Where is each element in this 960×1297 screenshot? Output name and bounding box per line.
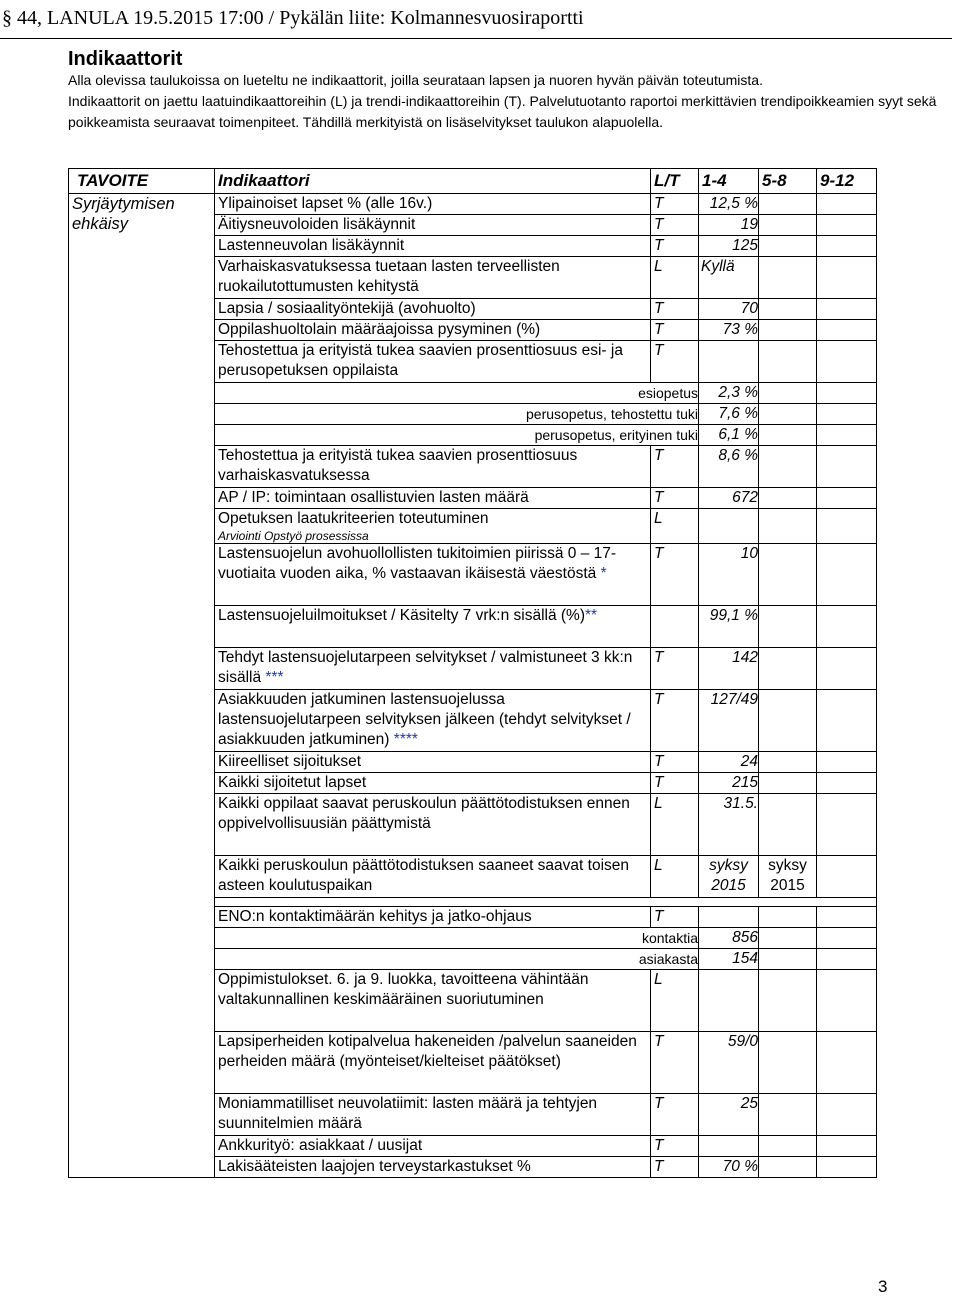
value-cell-2 <box>759 1094 817 1136</box>
value-cell: 73 % <box>699 320 759 341</box>
value-cell-2 <box>759 949 817 970</box>
header-period-2: 5-8 <box>759 169 817 194</box>
value-cell: 31.5. <box>699 794 759 856</box>
header-goal: TAVOITE <box>69 169 215 194</box>
value-cell-2 <box>759 928 817 949</box>
value-cell-3 <box>817 446 877 488</box>
value-cell: syksy 2015 <box>699 856 759 898</box>
value-cell-3 <box>817 970 877 1032</box>
lt-cell: T <box>651 194 699 215</box>
indicator-cell: Oppilashuoltolain määräajoissa pysyminen (%) <box>215 320 651 341</box>
value-cell-3 <box>817 341 877 383</box>
lt-cell: T <box>651 215 699 236</box>
indicator-note: Arviointi Opstyö prosessissa <box>218 529 369 543</box>
value-cell-2 <box>759 907 817 928</box>
value-cell-3 <box>817 194 877 215</box>
value-cell-3 <box>817 383 877 404</box>
value-cell-2 <box>759 488 817 509</box>
indicator-text: Lastensuojelun avohuollollisten tukitoimien piirissä 0 – 17-vuotiaita vuoden aika, % vastaavan ikäisestä väestöstä <box>218 545 617 582</box>
lt-cell: T <box>651 690 699 752</box>
value-cell <box>699 509 759 544</box>
value-cell: 856 <box>699 928 759 949</box>
value-cell: 142 <box>699 648 759 690</box>
intro-paragraph-1: Alla olevissa taulukoissa on lueteltu ne indikaattorit, joilla seurataan lapsen ja nuoren hyvän päivän toteutumista. <box>68 72 763 88</box>
value-cell-2 <box>759 383 817 404</box>
indicator-table <box>68 168 877 1178</box>
value-cell: 7,6 % <box>699 404 759 425</box>
lt-cell: T <box>651 1136 699 1157</box>
value-cell: 12,5 % <box>699 194 759 215</box>
footnote-marker: * <box>600 565 607 582</box>
indicator-cell <box>215 690 651 752</box>
value-cell: 215 <box>699 773 759 794</box>
indicator-cell: ENO:n kontaktimäärän kehitys ja jatko-ohjaus <box>215 907 651 928</box>
value-cell-2 <box>759 257 817 299</box>
value-cell-3 <box>817 690 877 752</box>
lt-cell: T <box>651 236 699 257</box>
value-cell-3 <box>817 1032 877 1094</box>
lt-cell: T <box>651 752 699 773</box>
header-lt: L/T <box>651 169 699 194</box>
value-cell: 99,1 % <box>699 606 759 648</box>
lt-cell: T <box>651 1157 699 1178</box>
value-cell-2 <box>759 970 817 1032</box>
value-cell-3 <box>817 907 877 928</box>
value-cell-2 <box>759 606 817 648</box>
value-cell: 19 <box>699 215 759 236</box>
lt-cell: T <box>651 773 699 794</box>
value-cell-3 <box>817 949 877 970</box>
lt-cell: L <box>651 509 699 544</box>
value-cell-3 <box>817 928 877 949</box>
value-cell-2 <box>759 299 817 320</box>
header-divider <box>0 38 952 39</box>
value-cell-2: syksy 2015 <box>759 856 817 898</box>
value-cell-2 <box>759 215 817 236</box>
indicator-cell: Oppimistulokset. 6. ja 9. luokka, tavoitteena vähintään valtakunnallinen keskimääräinen suoriutuminen <box>215 970 651 1032</box>
page-header: § 44, LANULA 19.5.2015 17:00 / Pykälän liite: Kolmannesvuosiraportti <box>2 7 584 29</box>
footnote-marker: ** <box>584 607 598 624</box>
value-cell-3 <box>817 215 877 236</box>
lt-cell: L <box>651 794 699 856</box>
value-cell: 672 <box>699 488 759 509</box>
value-cell: 8,6 % <box>699 446 759 488</box>
value-cell-3 <box>817 1136 877 1157</box>
indicator-text: Tehdyt lastensuojelutarpeen selvitykset / valmistuneet 3 kk:n sisällä <box>218 649 633 686</box>
value-cell-3 <box>817 773 877 794</box>
indicator-cell: Kaikki peruskoulun päättötodistuksen saaneet saavat toisen asteen koulutuspaikan <box>215 856 651 898</box>
value-cell-2 <box>759 446 817 488</box>
section-title: Indikaattorit <box>68 48 183 70</box>
lt-cell: L <box>651 856 699 898</box>
lt-cell: T <box>651 341 699 383</box>
indicator-cell: Kaikki sijoitetut lapset <box>215 773 651 794</box>
value-cell: 154 <box>699 949 759 970</box>
value-cell-2 <box>759 425 817 446</box>
indicator-cell: Lakisääteisten laajojen terveystarkastukset % <box>215 1157 651 1178</box>
sub-indicator-cell: asiakasta <box>215 949 699 970</box>
value-cell-3 <box>817 425 877 446</box>
value-cell-3 <box>817 752 877 773</box>
indicator-cell: Ankkurityö: asiakkaat / uusijat <box>215 1136 651 1157</box>
indicator-cell: Ylipainoiset lapset % (alle 16v.) <box>215 194 651 215</box>
value-cell-2 <box>759 341 817 383</box>
sub-indicator-cell: perusopetus, tehostettu tuki <box>215 404 699 425</box>
indicator-cell: Kiireelliset sijoitukset <box>215 752 651 773</box>
value-cell <box>699 970 759 1032</box>
lt-cell: T <box>651 907 699 928</box>
indicator-cell: Moniammatilliset neuvolatiimit: lasten määrä ja tehtyjen suunnitelmien määrä <box>215 1094 651 1136</box>
value-cell: 25 <box>699 1094 759 1136</box>
value-cell: 127/49 <box>699 690 759 752</box>
value-cell-2 <box>759 773 817 794</box>
lt-cell: T <box>651 1032 699 1094</box>
lt-cell: T <box>651 648 699 690</box>
table-header-row <box>69 169 877 194</box>
intro-paragraph-2: Indikaattorit on jaettu laatuindikaattoreihin (L) ja trendi-indikaattoreihin (T). Palvelutuotanto raportoi merkittävien trendipoikkeamien syyt sekä poikkeamista seuraavat toimenpiteet. Tähdillä merkityistä on lisäselvitykset taulukon alapuolella. <box>68 93 937 130</box>
value-cell <box>699 907 759 928</box>
indicator-text: Lastensuojeluilmoitukset / Käsitelty 7 vrk:n sisällä (%) <box>218 607 585 624</box>
indicator-cell: Kaikki oppilaat saavat peruskoulun päättötodistuksen ennen oppivelvollisuusiän päättymistä <box>215 794 651 856</box>
value-cell-2 <box>759 752 817 773</box>
value-cell-2 <box>759 648 817 690</box>
value-cell-3 <box>817 856 877 898</box>
value-cell-2 <box>759 1157 817 1178</box>
value-cell: 2,3 % <box>699 383 759 404</box>
value-cell-2 <box>759 320 817 341</box>
value-cell-3 <box>817 1094 877 1136</box>
lt-cell: T <box>651 320 699 341</box>
indicator-cell: Tehostettua ja erityistä tukea saavien prosenttiosuus varhaiskasvatuksessa <box>215 446 651 488</box>
lt-cell: T <box>651 446 699 488</box>
value-cell: 6,1 % <box>699 425 759 446</box>
value-cell-2 <box>759 794 817 856</box>
indicator-cell: Äitiysneuvoloiden lisäkäynnit <box>215 215 651 236</box>
value-cell <box>699 341 759 383</box>
indicator-cell: Lastenneuvolan lisäkäynnit <box>215 236 651 257</box>
value-cell-3 <box>817 544 877 606</box>
lt-cell <box>651 606 699 648</box>
value-cell-3 <box>817 488 877 509</box>
indicator-cell: Tehostettua ja erityistä tukea saavien prosenttiosuus esi- ja perusopetuksen oppilaista <box>215 341 651 383</box>
lt-cell: T <box>651 1094 699 1136</box>
value-cell-2 <box>759 1032 817 1094</box>
sub-indicator-cell: esiopetus <box>215 383 699 404</box>
sub-indicator-cell: kontaktia <box>215 928 699 949</box>
header-period-1: 1-4 <box>699 169 759 194</box>
value-cell-3 <box>817 606 877 648</box>
value-cell-3 <box>817 299 877 320</box>
value-cell <box>699 1136 759 1157</box>
indicator-cell: Lapsiperheiden kotipalvelua hakeneiden /palvelun saaneiden perheiden määrä (myönteiset/kielteiset päätökset) <box>215 1032 651 1094</box>
value-cell-3 <box>817 236 877 257</box>
indicator-cell <box>215 544 651 606</box>
value-cell: 24 <box>699 752 759 773</box>
value-cell: 10 <box>699 544 759 606</box>
indicator-cell: AP / IP: toimintaan osallistuvien lasten määrä <box>215 488 651 509</box>
footnote-marker: *** <box>265 669 284 686</box>
indicator-cell <box>215 509 651 544</box>
lt-cell: L <box>651 970 699 1032</box>
value-cell-2 <box>759 544 817 606</box>
value-cell-2 <box>759 690 817 752</box>
intro-text <box>68 70 950 133</box>
value-cell-3 <box>817 648 877 690</box>
indicator-text: Asiakkuuden jatkuminen lastensuojelussa lastensuojelutarpeen selvityksen jälkeen (tehdyt selvitykset / asiakkuuden jatkuminen) <box>218 691 631 748</box>
lt-cell: T <box>651 299 699 320</box>
sub-indicator-cell: perusopetus, erityinen tuki <box>215 425 699 446</box>
indicator-cell <box>215 648 651 690</box>
lt-cell: L <box>651 257 699 299</box>
value-cell-2 <box>759 404 817 425</box>
page-number: 3 <box>878 1277 888 1296</box>
indicator-cell <box>215 606 651 648</box>
value-cell-3 <box>817 404 877 425</box>
value-cell-2 <box>759 509 817 544</box>
value-cell-3 <box>817 794 877 856</box>
value-cell: 59/0 <box>699 1032 759 1094</box>
goal-cell: Syrjäytymisen ehkäisy <box>69 194 215 1178</box>
header-indicator: Indikaattori <box>215 169 651 194</box>
value-cell-2 <box>759 1136 817 1157</box>
value-cell-3 <box>817 320 877 341</box>
value-cell-2 <box>759 236 817 257</box>
indicator-cell: Varhaiskasvatuksessa tuetaan lasten terveellisten ruokailutottumusten kehitystä <box>215 257 651 299</box>
value-cell-3 <box>817 257 877 299</box>
value-cell: 70 % <box>699 1157 759 1178</box>
table-row <box>69 194 877 215</box>
spacer-cell <box>215 898 877 907</box>
lt-cell: T <box>651 544 699 606</box>
header-period-3: 9-12 <box>817 169 877 194</box>
value-cell-3 <box>817 509 877 544</box>
indicator-text: Opetuksen laatukriteerien toteutuminen <box>218 510 489 527</box>
footnote-marker: **** <box>393 731 418 748</box>
value-cell: 125 <box>699 236 759 257</box>
value-cell: Kyllä <box>699 257 759 299</box>
lt-cell: T <box>651 488 699 509</box>
value-cell-3 <box>817 1157 877 1178</box>
value-cell: 70 <box>699 299 759 320</box>
value-cell-2 <box>759 194 817 215</box>
indicator-cell: Lapsia / sosiaalityöntekijä (avohuolto) <box>215 299 651 320</box>
